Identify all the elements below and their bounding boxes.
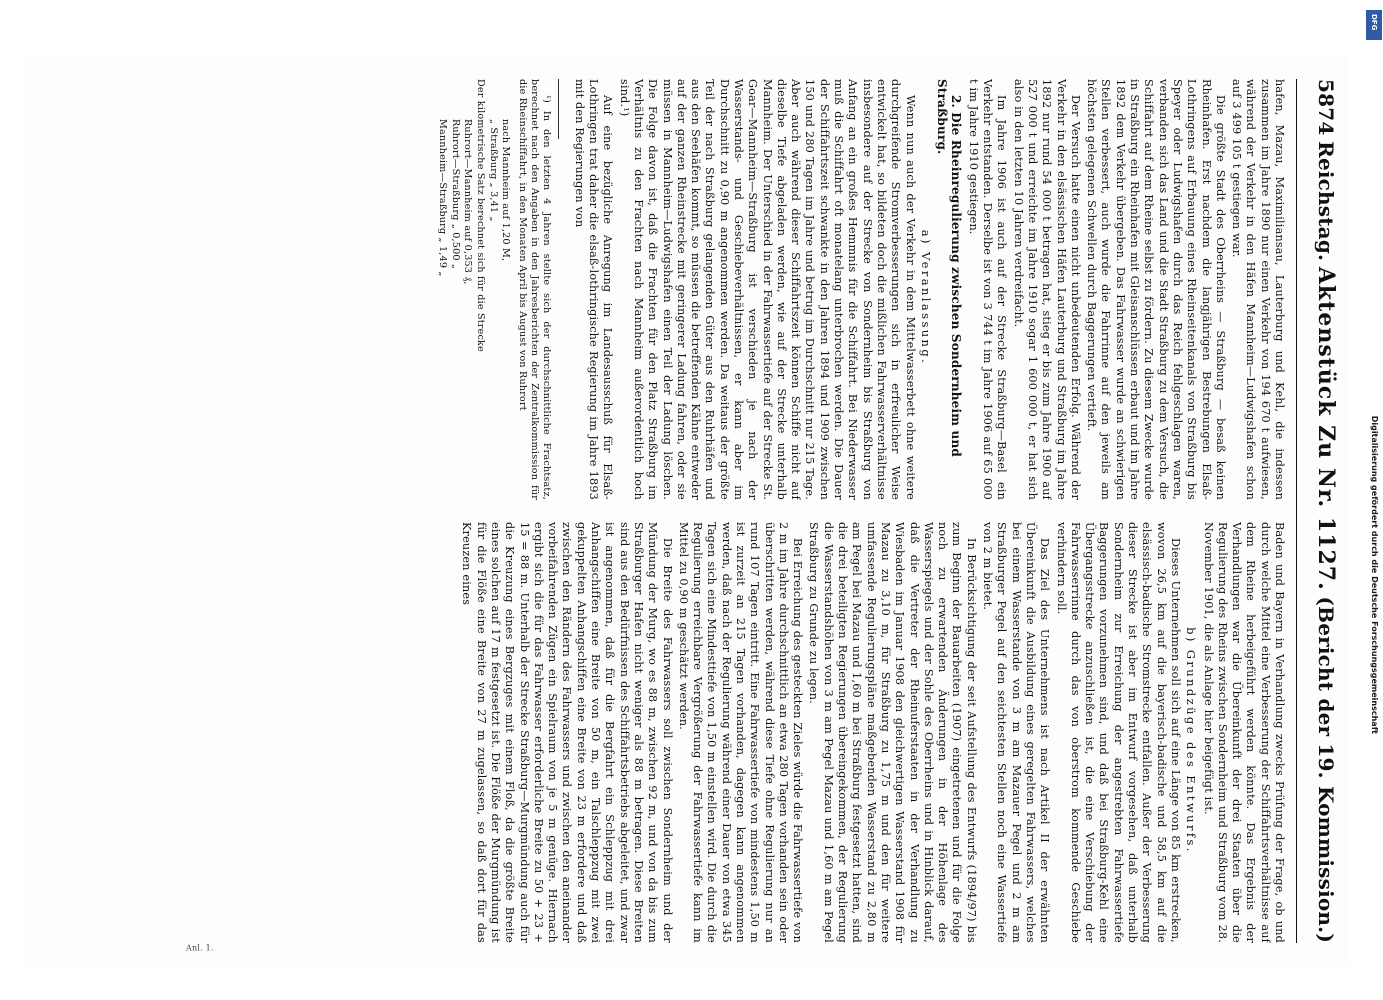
footnote-divider bbox=[558, 79, 559, 139]
section-heading: 2. Die Rheinregulierung zwischen Sondernheim und Straßburg. bbox=[935, 79, 964, 457]
footnote-row: Der kilometrische Satz berechnet sich für die Strecke bbox=[475, 79, 487, 352]
rotated-document-page bbox=[67, 55, 1347, 967]
paragraph: Im Jahre 1906 ist auch auf der Strecke Straßburg—Basel ein Verkehr entstanden. Derselbe ist von 3 744 t im Jahre 1906 auf 65 000 t im Jahre 1910 gestiegen. bbox=[966, 79, 1009, 500]
header-report: (Bericht der 19. Kommission.) bbox=[1314, 596, 1338, 943]
paragraph: hafen, Mazau, Maximiliansau, Lauterburg und Kehl, die indessen zusammen im Jahre 1890 nur einen Verkehr von 194 670 t aufwiesen, während der Verkehr in den Häfen Mannheim—Ludwigshafen schon auf 3 499 105 t gestiegen war. bbox=[1230, 79, 1286, 500]
footnote-row: nach Mannheim auf 1,20 M, bbox=[500, 119, 512, 262]
paragraph: Baden und Bayern in Verhandlung zwecks Prüfung der Frage, ob und durch welche Mittel eine Verbesserung der Schiffahrtsverhältnisse auf dem Rheine herbeigeführt werden könnte. Das Ergebnis der Verhandlungen war die Übereinkunft der drei Staaten über die Regulierung des Rheins zwischen Sondernheim und Straßburg vom 28. November 1901, die als Anlage hier beigefügt ist. bbox=[1201, 522, 1286, 943]
paragraph: Dieses Unternehmen soll sich auf eine Länge von 85 km erstrecken, wovon 26,5 km auf die bayerisch-badische und 58,5 km auf die elsässisch-badische Stromstrecke entfallen. Außer der Verbesserung dieser Strecke ist aber im Entwurf vorgesehen, daß unterhalb Sondernheim zur Erreichung der angestrebten Fahrwassertiefe Baggerungen vorzunehmen sind, und daß bei Straßburg-Kehl eine Übergangsstrecke anzuschließen ist, die eine Verschiebung der Fahrwasserrinne durch das von oberstrom kommende Geschiebe verhindern soll. bbox=[1054, 522, 1182, 943]
paragraph: Die größte Stadt des Oberrheins — Straßburg — besaß keinen Rheinhafen. Erst nachdem die langjährigen Bestrebungen Elsaß-Lothringens auf Erbauung eines Rheinseitenkanals von Straßburg bis Speyer oder Ludwigshafen durch das Reich fehlgeschlagen waren, verbanden sich das Land und die Stadt Straßburg zu dem Versuch, die Schiffahrt auf dem Rheine selbst zu fördern. Zu diesem Zwecke wurde in Straßburg ein Rheinhafen mit Gleisanschlüssen erbaut und im Jahre 1892 dem Verkehr übergeben. Das Fahrwasser wurde an schwierigen Stellen verbessert, auch wurde die Fahrrinne auf den jeweils am höchsten gelegenen Schwellen durch Baggerungen vertieft. bbox=[1085, 79, 1227, 500]
margin-note: Anl. 1. bbox=[186, 943, 214, 953]
subsection-heading: b) Grundzüge des Entwurfs. bbox=[1184, 627, 1199, 854]
paragraph: Wenn nun auch der Verkehr in dem Mittelwasserbett ohne weitere durchgreifende Stromverbesserungen sich in erfreulicher Weise entwickelt hat, so bildeten doch die mißlichen Fahrwasserverhältnisse insbesondere auf der Strecke von Sondernheim bis Straßburg von Anfang an ein großes Hemmnis für die Schiffahrt. Bei Niederwasser muß die Schiffahrt oft monatelang unterbrochen werden. Die Dauer der Schiffahrtszeit schwankte in den Jahren 1894 und 1909 zwischen 150 und 280 Tagen im Jahre und betrug im Durchschnitt nur 215 Tage. Aber auch während dieser Schiffahrtszeit können Schiffe nicht auf dieselbe Tiefe abgeladen werden, wie auf der Strecke unterhalb Mannheim. Der Unterschied in der Fahrwassertiefe auf der Strecke St. Goar—Mannheim—Straßburg ist verschieden je nach der Wasserstands- und Geschiebeverhältnissen, er kann aber im Durchschnitt zu 0,90 m angenommen werden. Da weitaus der größte Teil der nach Straßburg gelangenden Güter aus den Ruhrhäfen und aus den Seehäfen kommt, so müssen die betreffenden Kähne entweder auf der ganzen Rheinstrecke mit geringerer Ladung fahren, oder sie müssen in Mannheim—Ludwigshafen einen Teil der Ladung löschen. Die Folge davon ist, daß die Frachten für den Platz Straßburg im Verhältnis zu den Frachten nach Mannheim außerordentlich hoch sind.¹) bbox=[617, 79, 917, 500]
footnote-row: Ruhrort—Straßburg „ 0,500 „ bbox=[449, 119, 461, 270]
footnote: ¹) In den letzten 4 Jahren stellte sich der durchschnittliche Frachtsatz, berechnet nach den Angaben in den Jahresberichten der Zentralkommission für die Rheinschiffahrt, in den Monaten April bis August von Ruhrort bbox=[516, 79, 553, 500]
paragraph: Die Breite des Fahrwassers soll zwischen Sondernheim und der Mündung der Murg, wo es 88 m, zwischen 92 m, und von da bis zum Straßburger Hafen nicht weniger als 88 m betragen. Diese Breiten sind aus den Bedürfnissen des Schiffahrtsbetriebs abgeleitet, und zwar ist angenommen, daß für die Bergfahrt ein Schleppzug mit drei Anhangschiffen eine Breite von 50 m, ein Talschleppzug mit zwei gekuppelten Anhangschiffen eine Breite von 23 m erfordere und daß zwischen den Rändern des Fahrwassers und zwischen den aneinander vorbeifahrenden Zügen ein Spielraum von je 5 m genüge. Hiernach ergibt sich die für das Fahrwasser erforderliche Breite zu 50 + 23 + 15 = 88 m. Unterhalb der Strecke Straßburg—Murgmündung auch für die Kreuzung eines Bergzuges mit einem Floß, da die größte Breite eines solchen auf 17 m festgesetzt ist. Die Flöße der Murgmündung ist für die Flöße eine Breite von 27 m zugelassen, so daß dort für das Kreuzen eines bbox=[460, 522, 674, 943]
paragraph: In Berücksichtigung der seit Aufstellung des Entwurfs (1894/97) bis zum Beginn der Bauarbeiten (1907) eingetretenen und für die Folge noch zu erwartenden Änderungen in der Höhenlage des Wasserspiegels und der Sohle des Oberrheins und in Hinblick darauf, daß die Vertreter der Rheinuferstaaten in der Verhandlung zu Wiesbaden im Januar 1908 den gleichwertigen Wasserstand 1908 für Mazau zu 3,10 m, für Straßburg zu 1,75 m und den für weitere umfassende Regulierungspläne maßgebenden Wasserstand zu 2,80 m am Pegel bei Mazau und 1,60 m bei Straßburg festgesetzt hatten, sind die drei beteiligten Regierungen übereingekommen, der Regulierung die Wasserstandshöhen von 3 m am Pegel Mazau und 1,60 m am Pegel Straßburg zu Grunde zu legen. bbox=[807, 522, 978, 943]
page-header bbox=[1296, 79, 1339, 943]
scanned-page bbox=[25, 55, 1347, 967]
page-number: 5874 bbox=[1314, 79, 1338, 136]
paragraph: Der Versuch hatte einen nicht unbedeutenden Erfolg. Während der Verkehr in den elsässischen Häfen Lauterburg und Straßburg im Jahre 1892 nur rund 54 000 t betragen hat, stieg er bis zum Jahre 1900 auf 527 000 t und erreichte im Jahre 1910 sogar 1 600 000 t, er hat sich also in den letzten 10 Jahren verdreifacht. bbox=[1011, 79, 1082, 500]
text-column-left bbox=[96, 79, 1286, 500]
text-column-right bbox=[96, 522, 1286, 943]
header-label: Reichstag. bbox=[1314, 141, 1338, 262]
paragraph: Bei Erreichung des gesteckten Zieles würde die Fahrwassertiefe von 2 m im Jahre durchschnittlich an etwa 280 Tagen vorhanden sein oder überschritten werden, während diese Tiefe ohne Regulierung nur an rund 107 Tagen eintritt. Eine Fahrwassertiefe von mindestens 1,50 m ist zurzeit an 215 Tagen vorhanden, dagegen kann angenommen werden, daß nach der Regulierung während einer Dauer von etwa 345 Tagen sich eine Mindesttiefe von 1,50 m einstellen wird. Die durch die Regulierung erreichbare Vergrößerung der Fahrwassertiefe kann im Mittel zu 0,90 m geschätzt werden. bbox=[676, 522, 805, 943]
credit-text: Digitalisierung gefördert durch die Deutsche Forschungsgemeinschaft bbox=[1370, 415, 1379, 734]
footnote-row: „ Straßburg „ 3,41 „ bbox=[487, 119, 499, 222]
paragraph: Das Ziel des Unternehmens ist nach Artikel II der erwähnten Übereinkunft die Ausbildung eines geregelten Fahrwassers, welches bei einem Wasserstande von 3 m am Mazauer Pegel und 2 m am Straßburger Pegel auf den seichtesten Stellen noch eine Wassertiefe von 2 m bietet. bbox=[981, 522, 1052, 943]
footnote-table bbox=[436, 79, 512, 500]
page-title: Aktenstück Zu Nr. 1127. bbox=[1313, 266, 1339, 591]
logo-text: DFG bbox=[1370, 14, 1378, 31]
paragraph: Auf eine bezügliche Anregung im Landesausschuß für Elsaß-Lothringen trat daher die elsaß-lothringische Regierung im Jahre 1893 mit den Regierungen von bbox=[572, 79, 615, 500]
digitization-credit bbox=[1365, 10, 1383, 770]
footnote-row: Mannheim—Straßburg „ 1,49 „ bbox=[437, 119, 449, 277]
footnote-row: Ruhrort—Mannheim auf 0,353 ₰, bbox=[462, 119, 474, 285]
subsection-heading: a) Veranlassung. bbox=[918, 229, 933, 366]
